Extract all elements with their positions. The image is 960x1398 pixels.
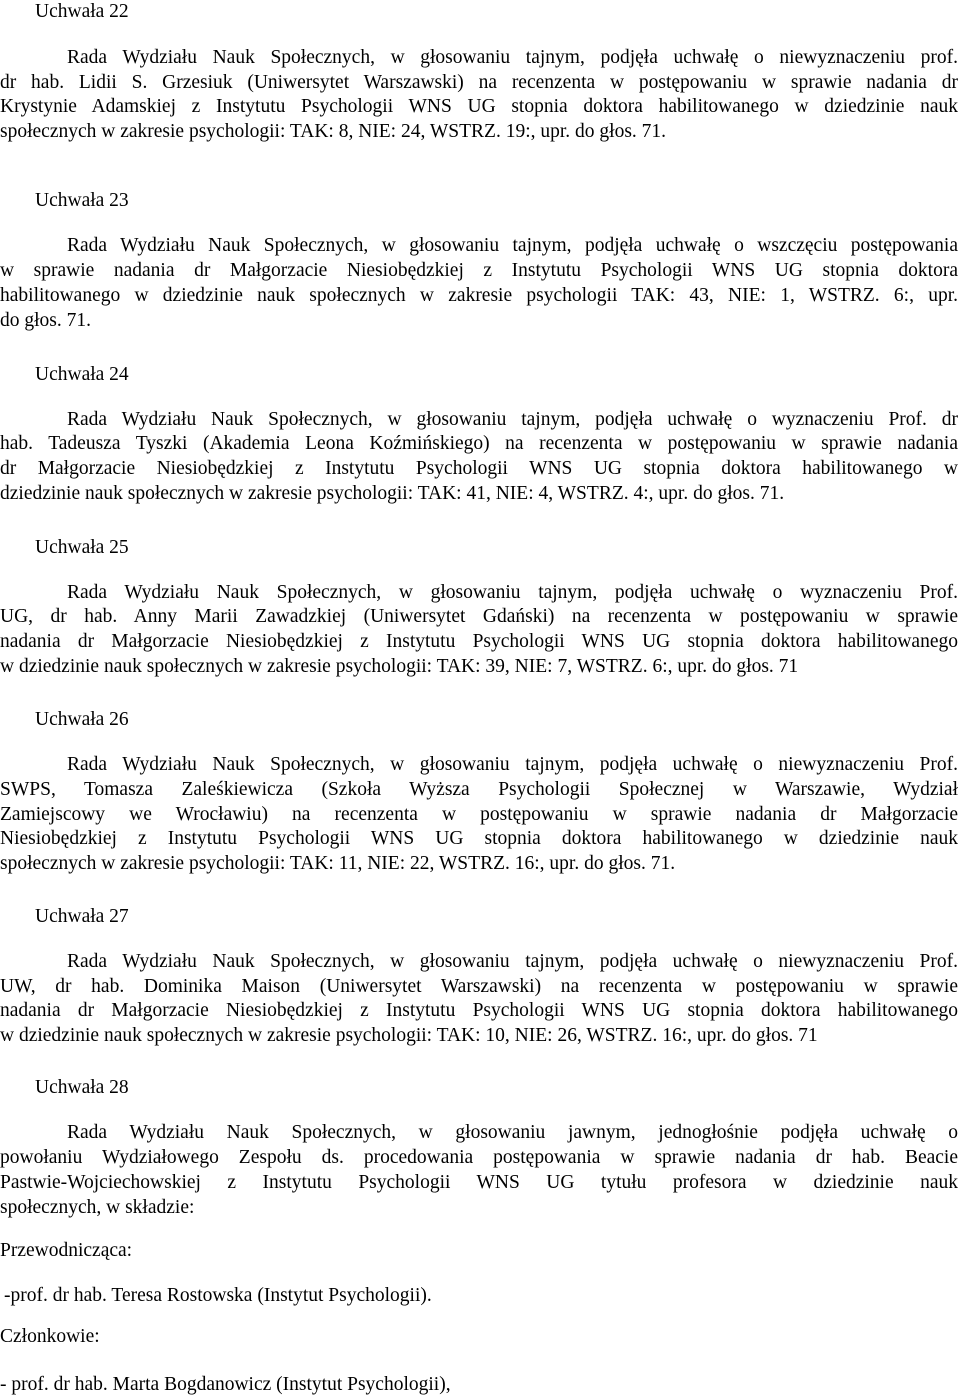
committee-chair-label: Przewodnicząca: — [0, 1240, 133, 1261]
resolution-24-line-2: hab. Tadeusza Tyszki (Akademia Leona Koźmińskiego) na recenzenta w postępowaniu w sprawie nadania — [0, 433, 958, 454]
resolution-25-title: Uchwała 25 — [35, 537, 129, 558]
resolution-23-line-1: Rada Wydziału Nauk Społecznych, w głosowaniu tajnym, podjęła uchwałę o wszczęciu postępowania — [67, 235, 958, 256]
resolution-28-line-3: Pastwie-Wojciechowskiej z Instytutu Psychologii WNS UG tytułu profesora w dziedzinie nauk — [0, 1172, 958, 1193]
resolution-27-line-3: nadania dr Małgorzacie Niesiobędzkiej z Instytutu Psychologii WNS UG stopnia doktora habilitowanego — [0, 1000, 958, 1021]
resolution-27-title: Uchwała 27 — [35, 906, 129, 927]
resolution-22-title: Uchwała 22 — [35, 1, 129, 22]
resolution-23-line-4: do głos. 71. — [0, 310, 92, 331]
resolution-24-line-3: dr Małgorzacie Niesiobędzkiej z Instytutu Psychologii WNS UG stopnia doktora habilitowanego w — [0, 458, 958, 479]
committee-member-1: - prof. dr hab. Marta Bogdanowicz (Instytut Psychologii), — [0, 1374, 451, 1395]
resolution-26-line-1: Rada Wydziału Nauk Społecznych, w głosowaniu tajnym, podjęła uchwałę o niewyznaczeniu Prof. — [67, 754, 958, 775]
resolution-23-title: Uchwała 23 — [35, 190, 129, 211]
resolution-26-line-3: Zamiejscowy we Wrocławiu) na recenzenta w postępowaniu w sprawie nadania dr Małgorzacie — [0, 804, 958, 825]
resolution-23-line-2: w sprawie nadania dr Małgorzacie Niesiobędzkiej z Instytutu Psychologii WNS UG stopnia doktora — [0, 260, 958, 281]
resolution-28-line-4: społecznych, w składzie: — [0, 1197, 195, 1218]
resolution-27-line-1: Rada Wydziału Nauk Społecznych, w głosowaniu tajnym, podjęła uchwałę o niewyznaczeniu Prof. — [67, 951, 958, 972]
resolution-28-title: Uchwała 28 — [35, 1077, 129, 1098]
resolution-24-line-4: dziedzinie nauk społecznych w zakresie psychologii: TAK: 41, NIE: 4, WSTRZ. 4:, upr. do głos. 71. — [0, 483, 785, 504]
resolution-24-title: Uchwała 24 — [35, 364, 129, 385]
resolution-25-line-1: Rada Wydziału Nauk Społecznych, w głosowaniu tajnym, podjęła uchwałę o wyznaczeniu Prof. — [67, 582, 958, 603]
resolution-25-line-4: w dziedzinie nauk społecznych w zakresie psychologii: TAK: 39, NIE: 7, WSTRZ. 6:, upr. do głos. 71 — [0, 656, 799, 677]
committee-members-label: Członkowie: — [0, 1326, 100, 1347]
resolution-27-line-2: UW, dr hab. Dominika Maison (Uniwersytet Warszawski) na recenzenta w postępowaniu w sprawie — [0, 976, 958, 997]
resolution-22-line-3: Krystynie Adamskiej z Instytutu Psychologii WNS UG stopnia doktora habilitowanego w dziedzinie nauk — [0, 96, 958, 117]
resolution-26-line-5: społecznych w zakresie psychologii: TAK: 11, NIE: 22, WSTRZ. 16:, upr. do głos. 71. — [0, 853, 676, 874]
resolution-23-line-3: habilitowanego w dziedzinie nauk społecznych w zakresie psychologii TAK: 43, NIE: 1, WSTRZ. 6:, upr. — [0, 285, 958, 306]
resolution-27-line-4: w dziedzinie nauk społecznych w zakresie psychologii: TAK: 10, NIE: 26, WSTRZ. 16:, upr. do głos. 71 — [0, 1025, 818, 1046]
resolution-26-title: Uchwała 26 — [35, 709, 129, 730]
resolution-25-line-3: nadania dr Małgorzacie Niesiobędzkiej z Instytutu Psychologii WNS UG stopnia doktora habilitowanego — [0, 631, 958, 652]
resolution-28-line-1: Rada Wydziału Nauk Społecznych, w głosowaniu jawnym, jednogłośnie podjęła uchwałę o — [67, 1122, 958, 1143]
resolution-26-line-4: Niesiobędzkiej z Instytutu Psychologii WNS UG stopnia doktora habilitowanego w dziedzinie nauk — [0, 828, 958, 849]
resolution-28-line-2: powołaniu Wydziałowego Zespołu ds. procedowania postępowania w sprawie nadania dr hab. Beacie — [0, 1147, 958, 1168]
resolution-24-line-1: Rada Wydziału Nauk Społecznych, w głosowaniu tajnym, podjęła uchwałę o wyznaczeniu Prof. dr — [67, 409, 958, 430]
resolution-22-line-4: społecznych w zakresie psychologii: TAK: 8, NIE: 24, WSTRZ. 19:, upr. do głos. 71. — [0, 121, 667, 142]
resolution-26-line-2: SWPS, Tomasza Zaleśkiewicza (Szkoła Wyższa Psychologii Społecznej w Warszawie, Wydział — [0, 779, 958, 800]
resolution-22-line-2: dr hab. Lidii S. Grzesiuk (Uniwersytet Warszawski) na recenzenta w postępowaniu w sprawie nadania dr — [0, 72, 958, 93]
resolution-22-line-1: Rada Wydziału Nauk Społecznych, w głosowaniu tajnym, podjęła uchwałę o niewyznaczeniu prof. — [67, 47, 958, 68]
committee-chair-member: -prof. dr hab. Teresa Rostowska (Instytut Psychologii). — [4, 1285, 432, 1306]
resolution-25-line-2: UG, dr hab. Anny Marii Zawadzkiej (Uniwersytet Gdański) na recenzenta w postępowaniu w sprawie — [0, 606, 958, 627]
